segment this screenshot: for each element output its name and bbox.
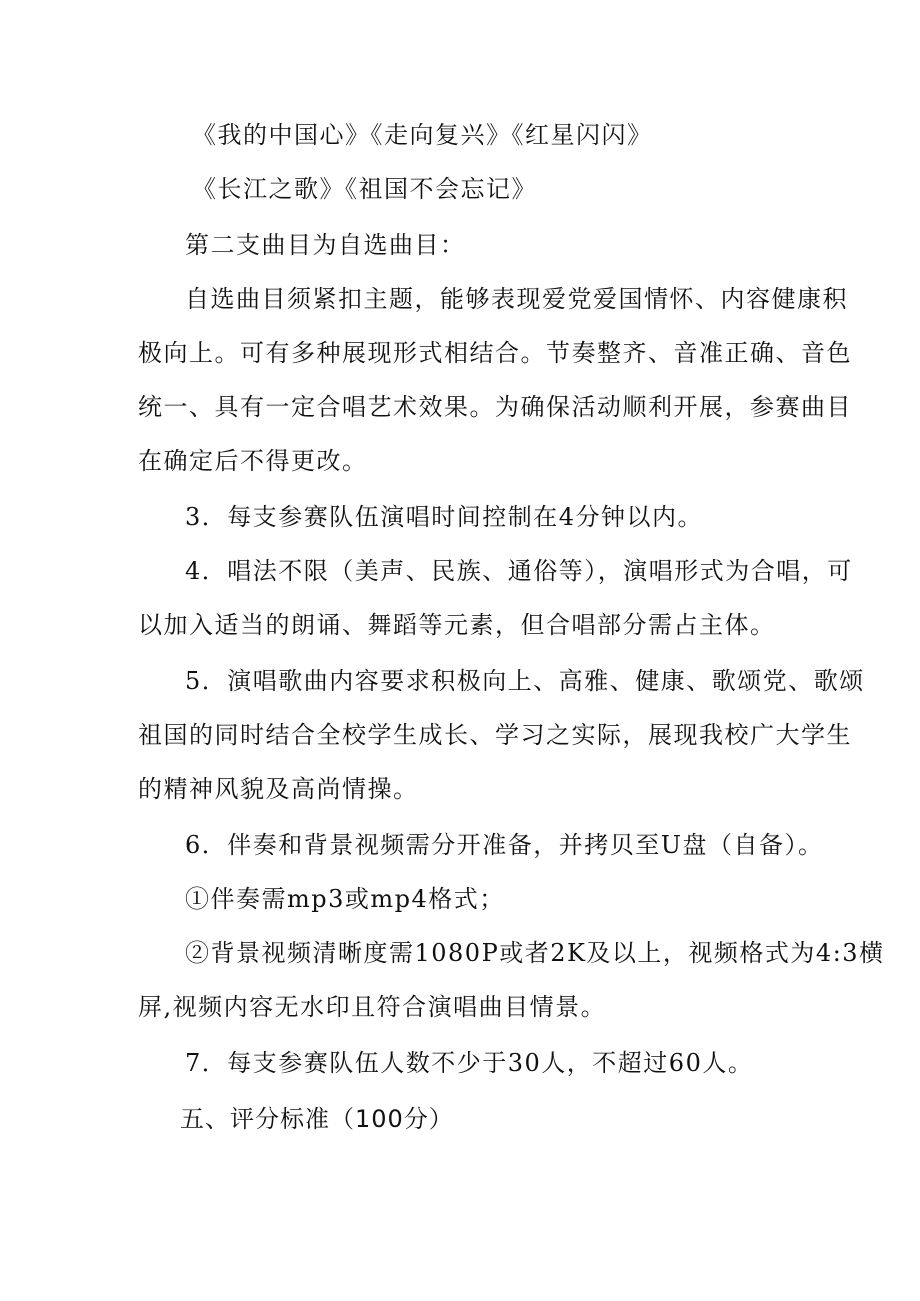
rule-5: 5．演唱歌曲内容要求积极向上、高雅、健康、歌颂党、歌颂 bbox=[185, 667, 865, 695]
rule-7: 7．每支参赛队伍人数不少于30人，不超过60人。 bbox=[185, 1049, 754, 1077]
rule-4: 4．唱法不限（美声、民族、通俗等），演唱形式为合唱，可 bbox=[185, 557, 853, 585]
rule-3: 3．每支参赛队伍演唱时间控制在4分钟以内。 bbox=[185, 503, 704, 531]
rule-5-cont: 祖国的同时结合全校学生成长、学习之实际，展现我校广大学生 bbox=[138, 721, 852, 749]
paragraph-line: 极向上。可有多种展现形式相结合。节奏整齐、音准正确、音色 bbox=[138, 339, 852, 367]
rule-5-cont: 的精神风貌及高尚情操。 bbox=[138, 775, 419, 803]
paragraph-line: 在确定后不得更改。 bbox=[138, 447, 368, 475]
rule-4-cont: 以加入适当的朗诵、舞蹈等元素，但合唱部分需占主体。 bbox=[138, 611, 776, 639]
rule-6: 6．伴奏和背景视频需分开准备，并拷贝至U盘（自备）。 bbox=[185, 831, 824, 859]
song-list-line-1: 《我的中国心》《走向复兴》《红星闪闪》 bbox=[192, 121, 653, 149]
rule-6-item-2: ②背景视频清晰度需1080P或者2K及以上，视频格式为4:3横 bbox=[185, 939, 885, 967]
paragraph-line: 自选曲目须紧扣主题，能够表现爱党爱国情怀、内容健康积 bbox=[185, 285, 848, 313]
section-heading: 五、评分标准（100分） bbox=[180, 1105, 454, 1133]
paragraph-line: 统一、具有一定合唱艺术效果。为确保活动顺利开展，参赛曲目 bbox=[138, 393, 852, 421]
rule-6-item-2-cont: 屏,视频内容无水印且符合演唱曲目情景。 bbox=[138, 993, 607, 1021]
rule-6-item-1: ①伴奏需mp3或mp4格式； bbox=[185, 885, 505, 913]
second-song-label: 第二支曲目为自选曲目： bbox=[185, 231, 466, 259]
song-list-line-2: 《长江之歌》《祖国不会忘记》 bbox=[192, 175, 537, 203]
